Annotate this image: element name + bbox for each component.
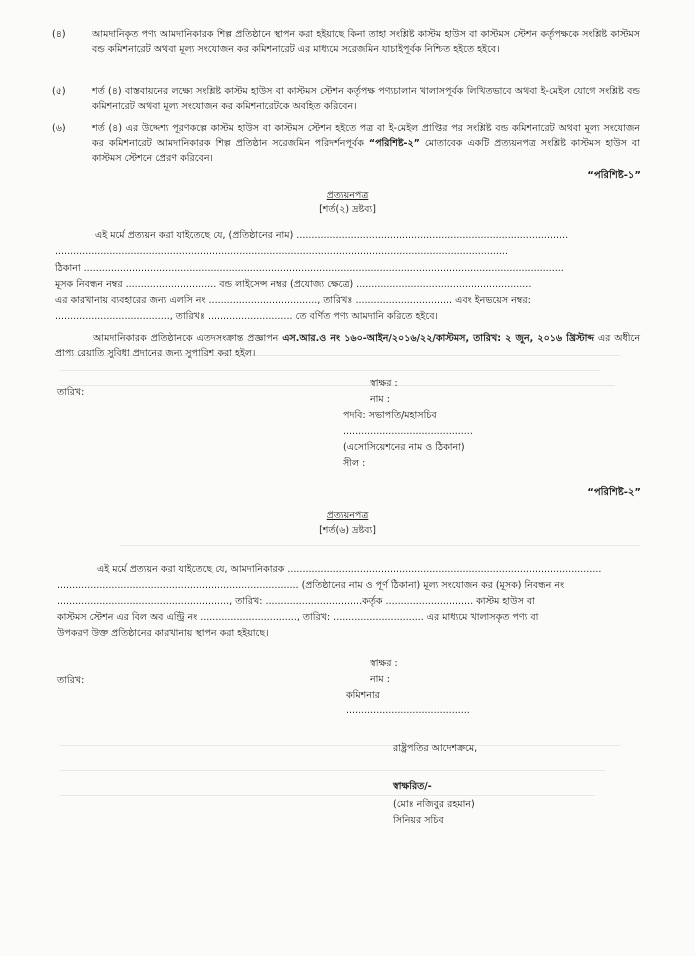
- lc-line: এর কারখানায় ব্যবহারের জন্য এলসি নং ...................................., তারিখঃ ................................ এবং ইনভয়েস নম্বর:: [55, 295, 531, 306]
- form-line: উপকরণ উক্ত প্রতিষ্ঠানের কারখানায় স্থাপন করা হইয়াছে।: [57, 628, 269, 639]
- designation-label: পদবি: সভাপতি/মহাসচিব: [343, 410, 437, 421]
- bill-of-entry-line: কাস্টমস স্টেশন এর বিল অব এন্ট্রি নং ................................, তারিখ: .............................. এর মাধ্যমে খালাসকৃত পণ্য বা: [57, 612, 539, 623]
- date-label: তারিখ:: [57, 675, 85, 686]
- bleed-through-line: [60, 745, 620, 746]
- invoice-line: ......................................, তারিখঃ ............................ তে বর্ণিত পণ্য আমদানি করিতে হইবে।: [55, 311, 438, 322]
- signed-label: স্বাক্ষরিত/-: [393, 781, 432, 792]
- signatory-name: (মোঃ নজিবুর রহমান): [393, 799, 475, 810]
- bleed-through-line: [120, 545, 640, 546]
- certificate-title: প্রত্যয়নপত্র: [326, 510, 369, 521]
- form-line: এই মর্মে প্রত্যয়ন করা যাইতেছে যে, (প্রতিষ্ঠানের নাম) ..........................................................................................: [95, 230, 569, 241]
- certificate-subtitle: [শর্ত(২) দ্রষ্টব্য]: [319, 204, 376, 215]
- designation-label: কমিশনার: [346, 690, 380, 701]
- clause-text: আমদানিকৃত পণ্য আমদানিকারক শিল্প প্রতিষ্ঠানে স্থাপন করা হইয়াছে কিনা তাহা সংশ্লিষ্ট কাস্টম হাউস বা কাস্টমস স্টেশন কর্তৃপক্ষকে সংশ্লিষ্ট কাস্টমস বন্ড কমিশনারেট অথবা মূল্য সংযোজন কর কমিশনারেট এর মাধ্যমে সরেজমিন যাচাইপূর্বক নিশ্চিত হইতে হইবে।: [92, 29, 640, 55]
- name-label: নাম :: [370, 394, 390, 405]
- clause-number: (৫): [52, 86, 66, 97]
- bleed-through-line: [60, 795, 595, 796]
- presidential-order: রাষ্ট্রপতির আদেশক্রমে,: [393, 743, 478, 754]
- signature-label: স্বাক্ষর :: [370, 378, 398, 389]
- association-label: (এসোসিয়েশনের নাম ও ঠিকানা): [343, 442, 465, 453]
- bleed-through-line: [60, 770, 605, 771]
- date-label: তারিখ:: [57, 387, 85, 398]
- signature-label: স্বাক্ষর :: [370, 658, 398, 669]
- certificate-subtitle: [শর্ত(৬) দ্রষ্টব্য]: [319, 525, 376, 536]
- clause-text: শর্ত (৪) এর উদ্দেশ্য পূরণকল্পে কাস্টম হাউস বা কাস্টমস স্টেশন হইতে পত্র বা ই-মেইল প্রাপ্তির পর সংশ্লিষ্ট বন্ড কমিশনারেট অথবা মূল্য সংযোজন কর কমিশনারেট আমদানিকারক শিল্প প্রতিষ্ঠান সরেজমিন পরিদর্শনপূর্বক “পরিশিষ্ট-২” মোতাবেক একটি প্রত্যয়নপত্র সংশ্লিষ্ট কাস্টমস হাউস বা কাস্টমস স্টেশনে প্রেরণ করিবেন।: [92, 123, 640, 164]
- annex-label: “পরিশিষ্ট-২”: [587, 487, 641, 498]
- sro-reference: এস.আর.ও নং ১৬০-আইন/২০১৬/২২/কাস্টমস, তারিখ: ২ জুন, ২০১৬ খ্রিস্টাব্দ: [282, 333, 595, 344]
- bleed-through-line: [60, 370, 600, 371]
- form-line: এই মর্মে প্রত্যয়ন করা যাইতেছে যে, আমদানিকারক ........................................................................................................: [97, 564, 602, 575]
- form-line: ........................................................., তারিখ: ................................কর্তৃক ............................. কাস্টম হাউস বা: [57, 596, 535, 607]
- clause-text: শর্ত (৪) বাস্তবায়নের লক্ষ্যে সংশ্লিষ্ট কাস্টম হাউস বা কাস্টমস স্টেশন কর্তৃপক্ষ পণ্যচালান খালাসপূর্বক লিখিতভাবে অথবা ই-মেইল যোগে সংশ্লিষ্ট বন্ড কমিশনারেট অথবা মূল্য সংযোজন কর কমিশনারেটকে অবহিত করিবেন।: [92, 86, 640, 112]
- signatory-title: সিনিয়র সচিব: [393, 815, 444, 826]
- address-line: ঠিকানা ...............................................................................................................................................................: [55, 263, 564, 274]
- recommendation-text: আমদানিকারক প্রতিষ্ঠানকে এতদসংক্রান্ত প্রজ্ঞাপন এস.আর.ও নং ১৬০-আইন/২০১৬/২২/কাস্টমস, তারিখ: ২ জুন, ২০১৬ খ্রিস্টাব্দ এর অধীনে প্রাপ্য রেয়াতি সুবিধা প্রদানের জন্য সুপারিশ করা হইল।: [55, 333, 640, 359]
- signature-dots: ...........................................: [343, 426, 473, 437]
- form-line: ......................................................................................................................................................: [55, 246, 508, 257]
- form-line: ................................................................................ (প্রতিষ্ঠানের নাম ও পূর্ণ ঠিকানা) মূল্য সংযোজন কর (মূসক) নিবন্ধন নং: [57, 580, 565, 591]
- certificate-title: প্রত্যয়নপত্র: [326, 190, 369, 201]
- name-label: নাম :: [370, 674, 390, 685]
- vat-registration-line: মূসক নিবন্ধন নম্বর .............................. বন্ড লাইসেন্স নম্বর (প্রযোজ্য ক্ষেত্রে) ..........................................................: [55, 279, 532, 290]
- annex-label: “পরিশিষ্ট-১”: [587, 170, 641, 181]
- clause-number: (৪): [52, 29, 66, 40]
- seal-label: সীল :: [343, 458, 366, 469]
- signature-dots: .........................................: [346, 705, 470, 716]
- clause-number: (৬): [52, 123, 66, 134]
- bleed-through-line: [60, 385, 615, 386]
- annex-reference: “পরিশিষ্ট-২”: [368, 138, 420, 149]
